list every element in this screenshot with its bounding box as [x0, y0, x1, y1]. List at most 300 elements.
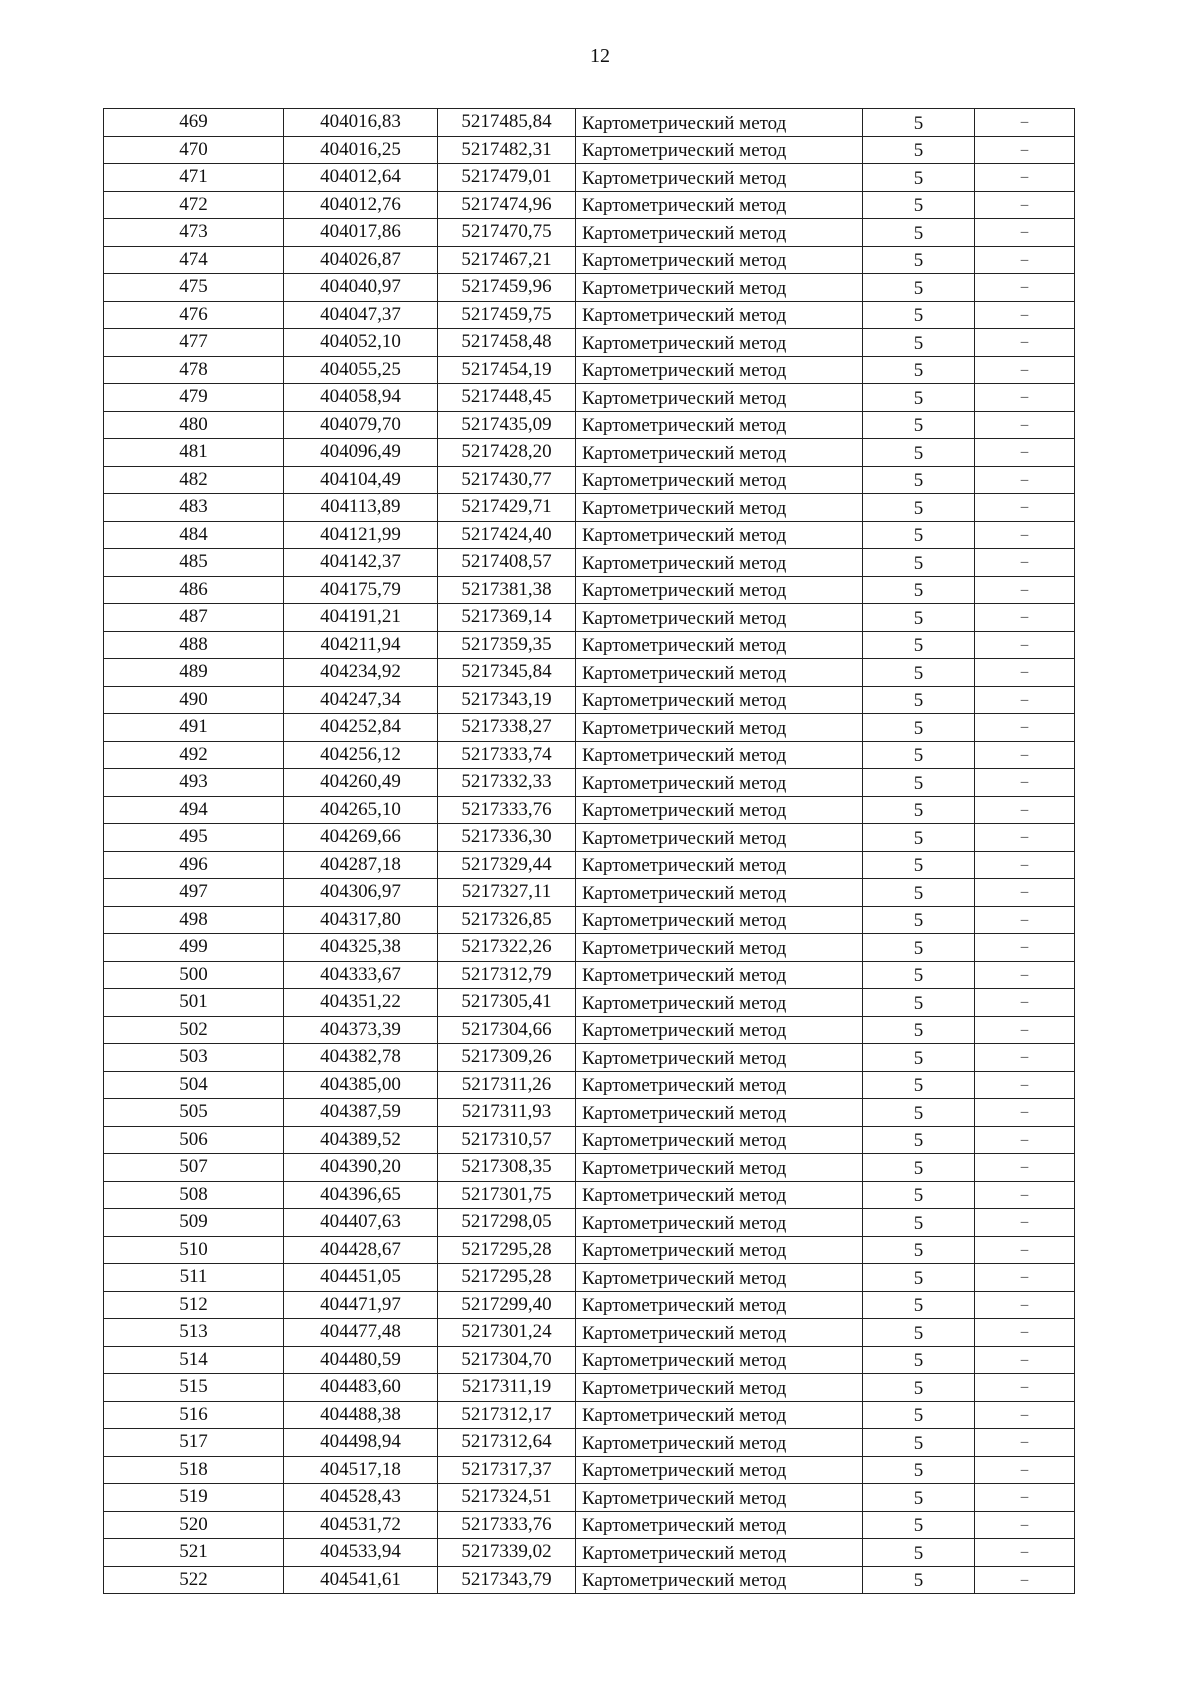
dash-cell: – — [975, 136, 1075, 164]
y-coordinate-cell: 5217343,19 — [438, 686, 576, 714]
method-cell: Картометрический метод — [576, 1511, 863, 1539]
table-row — [104, 576, 1075, 604]
table-row — [104, 1429, 1075, 1457]
y-coordinate-cell: 5217381,38 — [438, 576, 576, 604]
table-row — [104, 1126, 1075, 1154]
table-row — [104, 274, 1075, 302]
method-cell: Картометрический метод — [576, 604, 863, 632]
table-row — [104, 356, 1075, 384]
point-number-cell: 519 — [104, 1484, 284, 1512]
method-cell: Картометрический метод — [576, 384, 863, 412]
point-number-cell: 482 — [104, 466, 284, 494]
table-row — [104, 604, 1075, 632]
y-coordinate-cell: 5217329,44 — [438, 851, 576, 879]
point-number-cell: 491 — [104, 714, 284, 742]
point-number-cell: 483 — [104, 494, 284, 522]
accuracy-cell: 5 — [863, 164, 975, 192]
table-row — [104, 521, 1075, 549]
table-row — [104, 1484, 1075, 1512]
dash-cell: – — [975, 191, 1075, 219]
method-cell: Картометрический метод — [576, 1099, 863, 1127]
x-coordinate-cell: 404287,18 — [284, 851, 438, 879]
point-number-cell: 501 — [104, 989, 284, 1017]
method-cell: Картометрический метод — [576, 191, 863, 219]
dash-cell: – — [975, 1566, 1075, 1594]
method-cell: Картометрический метод — [576, 494, 863, 522]
y-coordinate-cell: 5217333,76 — [438, 1511, 576, 1539]
dash-cell: – — [975, 1099, 1075, 1127]
y-coordinate-cell: 5217311,26 — [438, 1071, 576, 1099]
dash-cell: – — [975, 1236, 1075, 1264]
y-coordinate-cell: 5217479,01 — [438, 164, 576, 192]
accuracy-cell: 5 — [863, 191, 975, 219]
point-number-cell: 493 — [104, 769, 284, 797]
dash-cell: – — [975, 521, 1075, 549]
table-row — [104, 1319, 1075, 1347]
dash-cell: – — [975, 1181, 1075, 1209]
y-coordinate-cell: 5217459,96 — [438, 274, 576, 302]
x-coordinate-cell: 404306,97 — [284, 879, 438, 907]
dash-cell: – — [975, 1539, 1075, 1567]
method-cell: Картометрический метод — [576, 686, 863, 714]
y-coordinate-cell: 5217295,28 — [438, 1264, 576, 1292]
point-number-cell: 470 — [104, 136, 284, 164]
x-coordinate-cell: 404387,59 — [284, 1099, 438, 1127]
accuracy-cell: 5 — [863, 1236, 975, 1264]
accuracy-cell: 5 — [863, 384, 975, 412]
point-number-cell: 476 — [104, 301, 284, 329]
point-number-cell: 500 — [104, 961, 284, 989]
x-coordinate-cell: 404488,38 — [284, 1401, 438, 1429]
table-row — [104, 384, 1075, 412]
coordinates-table-body — [104, 109, 1075, 1594]
method-cell: Картометрический метод — [576, 301, 863, 329]
dash-cell: – — [975, 934, 1075, 962]
method-cell: Картометрический метод — [576, 1209, 863, 1237]
accuracy-cell: 5 — [863, 1291, 975, 1319]
point-number-cell: 496 — [104, 851, 284, 879]
y-coordinate-cell: 5217301,75 — [438, 1181, 576, 1209]
y-coordinate-cell: 5217467,21 — [438, 246, 576, 274]
method-cell: Картометрический метод — [576, 1319, 863, 1347]
x-coordinate-cell: 404096,49 — [284, 439, 438, 467]
dash-cell: – — [975, 1484, 1075, 1512]
method-cell: Картометрический метод — [576, 1236, 863, 1264]
dash-cell: – — [975, 714, 1075, 742]
dash-cell: – — [975, 879, 1075, 907]
table-row — [104, 1071, 1075, 1099]
accuracy-cell: 5 — [863, 769, 975, 797]
x-coordinate-cell: 404040,97 — [284, 274, 438, 302]
x-coordinate-cell: 404047,37 — [284, 301, 438, 329]
table-row — [104, 631, 1075, 659]
method-cell: Картометрический метод — [576, 1456, 863, 1484]
table-row — [104, 466, 1075, 494]
point-number-cell: 503 — [104, 1044, 284, 1072]
method-cell: Картометрический метод — [576, 1126, 863, 1154]
accuracy-cell: 5 — [863, 439, 975, 467]
x-coordinate-cell: 404483,60 — [284, 1374, 438, 1402]
point-number-cell: 516 — [104, 1401, 284, 1429]
accuracy-cell: 5 — [863, 549, 975, 577]
table-row — [104, 1566, 1075, 1594]
dash-cell: – — [975, 1016, 1075, 1044]
point-number-cell: 480 — [104, 411, 284, 439]
point-number-cell: 472 — [104, 191, 284, 219]
dash-cell: – — [975, 549, 1075, 577]
method-cell: Картометрический метод — [576, 879, 863, 907]
x-coordinate-cell: 404528,43 — [284, 1484, 438, 1512]
accuracy-cell: 5 — [863, 1044, 975, 1072]
point-number-cell: 509 — [104, 1209, 284, 1237]
dash-cell: – — [975, 384, 1075, 412]
x-coordinate-cell: 404390,20 — [284, 1154, 438, 1182]
table-row — [104, 136, 1075, 164]
y-coordinate-cell: 5217430,77 — [438, 466, 576, 494]
x-coordinate-cell: 404531,72 — [284, 1511, 438, 1539]
table-row — [104, 411, 1075, 439]
accuracy-cell: 5 — [863, 1401, 975, 1429]
y-coordinate-cell: 5217310,57 — [438, 1126, 576, 1154]
method-cell: Картометрический метод — [576, 961, 863, 989]
y-coordinate-cell: 5217312,79 — [438, 961, 576, 989]
x-coordinate-cell: 404451,05 — [284, 1264, 438, 1292]
y-coordinate-cell: 5217429,71 — [438, 494, 576, 522]
x-coordinate-cell: 404373,39 — [284, 1016, 438, 1044]
point-number-cell: 522 — [104, 1566, 284, 1594]
accuracy-cell: 5 — [863, 494, 975, 522]
table-row — [104, 1099, 1075, 1127]
table-row — [104, 714, 1075, 742]
table-row — [104, 1154, 1075, 1182]
dash-cell: – — [975, 604, 1075, 632]
x-coordinate-cell: 404407,63 — [284, 1209, 438, 1237]
y-coordinate-cell: 5217326,85 — [438, 906, 576, 934]
accuracy-cell: 5 — [863, 1456, 975, 1484]
table-row — [104, 439, 1075, 467]
point-number-cell: 505 — [104, 1099, 284, 1127]
point-number-cell: 502 — [104, 1016, 284, 1044]
accuracy-cell: 5 — [863, 274, 975, 302]
x-coordinate-cell: 404234,92 — [284, 659, 438, 687]
point-number-cell: 504 — [104, 1071, 284, 1099]
accuracy-cell: 5 — [863, 356, 975, 384]
accuracy-cell: 5 — [863, 604, 975, 632]
dash-cell: – — [975, 1456, 1075, 1484]
y-coordinate-cell: 5217428,20 — [438, 439, 576, 467]
dash-cell: – — [975, 1044, 1075, 1072]
method-cell: Картометрический метод — [576, 989, 863, 1017]
x-coordinate-cell: 404517,18 — [284, 1456, 438, 1484]
dash-cell: – — [975, 741, 1075, 769]
y-coordinate-cell: 5217333,74 — [438, 741, 576, 769]
dash-cell: – — [975, 356, 1075, 384]
table-row — [104, 219, 1075, 247]
accuracy-cell: 5 — [863, 1154, 975, 1182]
method-cell: Картометрический метод — [576, 246, 863, 274]
table-row — [104, 1209, 1075, 1237]
method-cell: Картометрический метод — [576, 631, 863, 659]
y-coordinate-cell: 5217312,64 — [438, 1429, 576, 1457]
accuracy-cell: 5 — [863, 714, 975, 742]
dash-cell: – — [975, 411, 1075, 439]
x-coordinate-cell: 404121,99 — [284, 521, 438, 549]
dash-cell: – — [975, 1319, 1075, 1347]
dash-cell: – — [975, 1071, 1075, 1099]
table-row — [104, 659, 1075, 687]
y-coordinate-cell: 5217309,26 — [438, 1044, 576, 1072]
point-number-cell: 498 — [104, 906, 284, 934]
point-number-cell: 481 — [104, 439, 284, 467]
dash-cell: – — [975, 1154, 1075, 1182]
y-coordinate-cell: 5217474,96 — [438, 191, 576, 219]
dash-cell: – — [975, 1429, 1075, 1457]
y-coordinate-cell: 5217336,30 — [438, 824, 576, 852]
point-number-cell: 506 — [104, 1126, 284, 1154]
point-number-cell: 487 — [104, 604, 284, 632]
x-coordinate-cell: 404533,94 — [284, 1539, 438, 1567]
table-row — [104, 686, 1075, 714]
dash-cell: – — [975, 246, 1075, 274]
x-coordinate-cell: 404325,38 — [284, 934, 438, 962]
point-number-cell: 511 — [104, 1264, 284, 1292]
dash-cell: – — [975, 1374, 1075, 1402]
accuracy-cell: 5 — [863, 246, 975, 274]
accuracy-cell: 5 — [863, 411, 975, 439]
y-coordinate-cell: 5217369,14 — [438, 604, 576, 632]
accuracy-cell: 5 — [863, 1484, 975, 1512]
method-cell: Картометрический метод — [576, 439, 863, 467]
accuracy-cell: 5 — [863, 1566, 975, 1594]
point-number-cell: 488 — [104, 631, 284, 659]
x-coordinate-cell: 404012,64 — [284, 164, 438, 192]
dash-cell: – — [975, 1511, 1075, 1539]
y-coordinate-cell: 5217327,11 — [438, 879, 576, 907]
dash-cell: – — [975, 494, 1075, 522]
dash-cell: – — [975, 989, 1075, 1017]
method-cell: Картометрический метод — [576, 769, 863, 797]
x-coordinate-cell: 404055,25 — [284, 356, 438, 384]
y-coordinate-cell: 5217332,33 — [438, 769, 576, 797]
method-cell: Картометрический метод — [576, 411, 863, 439]
x-coordinate-cell: 404175,79 — [284, 576, 438, 604]
method-cell: Картометрический метод — [576, 741, 863, 769]
method-cell: Картометрический метод — [576, 659, 863, 687]
table-row — [104, 879, 1075, 907]
y-coordinate-cell: 5217339,02 — [438, 1539, 576, 1567]
method-cell: Картометрический метод — [576, 1264, 863, 1292]
method-cell: Картометрический метод — [576, 1401, 863, 1429]
method-cell: Картометрический метод — [576, 1071, 863, 1099]
method-cell: Картометрический метод — [576, 1154, 863, 1182]
dash-cell: – — [975, 466, 1075, 494]
accuracy-cell: 5 — [863, 1539, 975, 1567]
table-row — [104, 1456, 1075, 1484]
accuracy-cell: 5 — [863, 1071, 975, 1099]
accuracy-cell: 5 — [863, 796, 975, 824]
method-cell: Картометрический метод — [576, 521, 863, 549]
y-coordinate-cell: 5217333,76 — [438, 796, 576, 824]
accuracy-cell: 5 — [863, 879, 975, 907]
y-coordinate-cell: 5217301,24 — [438, 1319, 576, 1347]
table-row — [104, 1374, 1075, 1402]
coordinates-table — [103, 108, 1075, 1594]
y-coordinate-cell: 5217308,35 — [438, 1154, 576, 1182]
method-cell: Картометрический метод — [576, 714, 863, 742]
table-row — [104, 246, 1075, 274]
y-coordinate-cell: 5217312,17 — [438, 1401, 576, 1429]
accuracy-cell: 5 — [863, 1181, 975, 1209]
y-coordinate-cell: 5217424,40 — [438, 521, 576, 549]
point-number-cell: 479 — [104, 384, 284, 412]
dash-cell: – — [975, 824, 1075, 852]
x-coordinate-cell: 404382,78 — [284, 1044, 438, 1072]
x-coordinate-cell: 404498,94 — [284, 1429, 438, 1457]
dash-cell: – — [975, 164, 1075, 192]
x-coordinate-cell: 404113,89 — [284, 494, 438, 522]
y-coordinate-cell: 5217435,09 — [438, 411, 576, 439]
method-cell: Картометрический метод — [576, 136, 863, 164]
table-row — [104, 1181, 1075, 1209]
point-number-cell: 469 — [104, 109, 284, 137]
x-coordinate-cell: 404142,37 — [284, 549, 438, 577]
dash-cell: – — [975, 109, 1075, 137]
point-number-cell: 492 — [104, 741, 284, 769]
point-number-cell: 510 — [104, 1236, 284, 1264]
point-number-cell: 471 — [104, 164, 284, 192]
method-cell: Картометрический метод — [576, 824, 863, 852]
accuracy-cell: 5 — [863, 1099, 975, 1127]
x-coordinate-cell: 404016,25 — [284, 136, 438, 164]
x-coordinate-cell: 404351,22 — [284, 989, 438, 1017]
y-coordinate-cell: 5217322,26 — [438, 934, 576, 962]
y-coordinate-cell: 5217299,40 — [438, 1291, 576, 1319]
page-number: 12 — [590, 45, 610, 67]
accuracy-cell: 5 — [863, 576, 975, 604]
table-row — [104, 1291, 1075, 1319]
x-coordinate-cell: 404052,10 — [284, 329, 438, 357]
method-cell: Картометрический метод — [576, 219, 863, 247]
accuracy-cell: 5 — [863, 851, 975, 879]
accuracy-cell: 5 — [863, 659, 975, 687]
point-number-cell: 485 — [104, 549, 284, 577]
point-number-cell: 499 — [104, 934, 284, 962]
table-row — [104, 1511, 1075, 1539]
accuracy-cell: 5 — [863, 906, 975, 934]
table-row — [104, 1264, 1075, 1292]
y-coordinate-cell: 5217408,57 — [438, 549, 576, 577]
point-number-cell: 512 — [104, 1291, 284, 1319]
accuracy-cell: 5 — [863, 521, 975, 549]
table-row — [104, 329, 1075, 357]
method-cell: Картометрический метод — [576, 329, 863, 357]
method-cell: Картометрический метод — [576, 576, 863, 604]
dash-cell: – — [975, 906, 1075, 934]
dash-cell: – — [975, 576, 1075, 604]
x-coordinate-cell: 404269,66 — [284, 824, 438, 852]
accuracy-cell: 5 — [863, 1209, 975, 1237]
dash-cell: – — [975, 1401, 1075, 1429]
y-coordinate-cell: 5217338,27 — [438, 714, 576, 742]
table-row — [104, 796, 1075, 824]
x-coordinate-cell: 404471,97 — [284, 1291, 438, 1319]
table-row — [104, 741, 1075, 769]
y-coordinate-cell: 5217304,70 — [438, 1346, 576, 1374]
dash-cell: – — [975, 329, 1075, 357]
x-coordinate-cell: 404396,65 — [284, 1181, 438, 1209]
x-coordinate-cell: 404191,21 — [284, 604, 438, 632]
accuracy-cell: 5 — [863, 1264, 975, 1292]
table-row — [104, 769, 1075, 797]
x-coordinate-cell: 404012,76 — [284, 191, 438, 219]
point-number-cell: 490 — [104, 686, 284, 714]
point-number-cell: 508 — [104, 1181, 284, 1209]
y-coordinate-cell: 5217304,66 — [438, 1016, 576, 1044]
dash-cell: – — [975, 686, 1075, 714]
y-coordinate-cell: 5217324,51 — [438, 1484, 576, 1512]
method-cell: Картометрический метод — [576, 934, 863, 962]
dash-cell: – — [975, 659, 1075, 687]
table-row — [104, 934, 1075, 962]
y-coordinate-cell: 5217317,37 — [438, 1456, 576, 1484]
dash-cell: – — [975, 439, 1075, 467]
dash-cell: – — [975, 1291, 1075, 1319]
y-coordinate-cell: 5217311,19 — [438, 1374, 576, 1402]
point-number-cell: 507 — [104, 1154, 284, 1182]
point-number-cell: 497 — [104, 879, 284, 907]
table-row — [104, 989, 1075, 1017]
x-coordinate-cell: 404211,94 — [284, 631, 438, 659]
x-coordinate-cell: 404317,80 — [284, 906, 438, 934]
dash-cell: – — [975, 301, 1075, 329]
accuracy-cell: 5 — [863, 741, 975, 769]
accuracy-cell: 5 — [863, 1346, 975, 1374]
accuracy-cell: 5 — [863, 109, 975, 137]
x-coordinate-cell: 404428,67 — [284, 1236, 438, 1264]
dash-cell: – — [975, 769, 1075, 797]
table-row — [104, 1044, 1075, 1072]
table-row — [104, 191, 1075, 219]
method-cell: Картометрический метод — [576, 1374, 863, 1402]
x-coordinate-cell: 404265,10 — [284, 796, 438, 824]
x-coordinate-cell: 404247,34 — [284, 686, 438, 714]
table-row — [104, 824, 1075, 852]
method-cell: Картометрический метод — [576, 164, 863, 192]
method-cell: Картометрический метод — [576, 851, 863, 879]
dash-cell: – — [975, 1346, 1075, 1374]
method-cell: Картометрический метод — [576, 274, 863, 302]
point-number-cell: 475 — [104, 274, 284, 302]
table-row — [104, 164, 1075, 192]
accuracy-cell: 5 — [863, 1511, 975, 1539]
accuracy-cell: 5 — [863, 329, 975, 357]
y-coordinate-cell: 5217345,84 — [438, 659, 576, 687]
accuracy-cell: 5 — [863, 219, 975, 247]
accuracy-cell: 5 — [863, 1016, 975, 1044]
x-coordinate-cell: 404252,84 — [284, 714, 438, 742]
y-coordinate-cell: 5217470,75 — [438, 219, 576, 247]
accuracy-cell: 5 — [863, 961, 975, 989]
table-row — [104, 1539, 1075, 1567]
point-number-cell: 515 — [104, 1374, 284, 1402]
table-row — [104, 1401, 1075, 1429]
method-cell: Картометрический метод — [576, 1291, 863, 1319]
x-coordinate-cell: 404480,59 — [284, 1346, 438, 1374]
x-coordinate-cell: 404104,49 — [284, 466, 438, 494]
dash-cell: – — [975, 219, 1075, 247]
accuracy-cell: 5 — [863, 466, 975, 494]
accuracy-cell: 5 — [863, 136, 975, 164]
